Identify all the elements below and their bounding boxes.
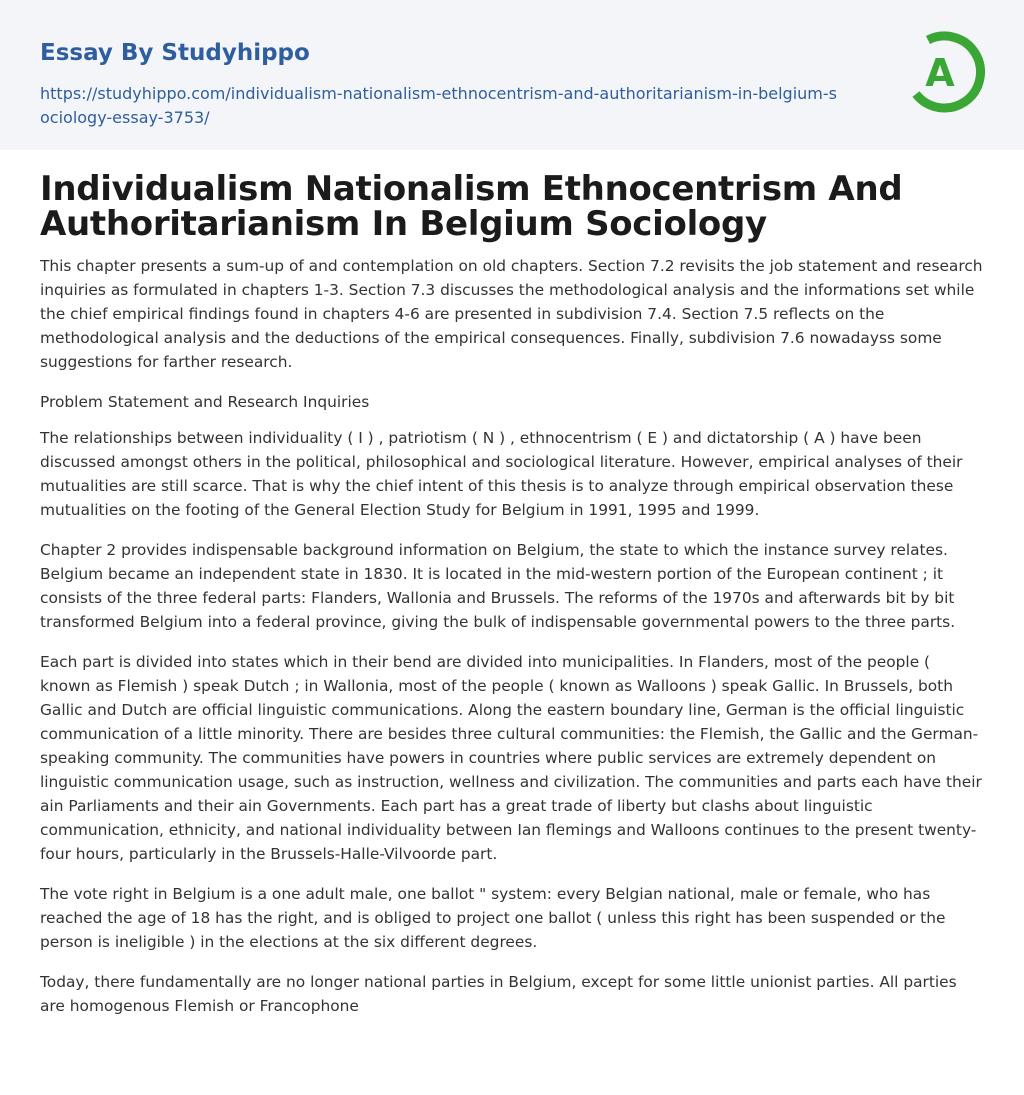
essay-paragraph: The vote right in Belgium is a one adult male, one ballot " system: every Belgian national, male or female, who has reached the age of 18 has the right, and is obliged to project one ballot ( unless this right has been suspended or the person is ineligible ) in the elections at the six different degrees. — [40, 885, 946, 951]
site-title[interactable]: Essay By Studyhippo — [40, 40, 310, 66]
essay-title: Individualism Nationalism Ethnocentrism And Authoritarianism In Belgium Sociology — [40, 169, 903, 244]
logo-graphic — [906, 28, 990, 116]
studyhippo-logo-icon[interactable] — [906, 28, 990, 116]
source-url-link[interactable]: https://studyhippo.com/individualism-nationalism-ethnocentrism-and-authoritarianism-in-belgium-sociology-essay-3753/ — [40, 84, 837, 127]
essay-paragraph: Chapter 2 provides indispensable background information on Belgium, the state to which the instance survey relates. Belgium became an independent state in 1830. It is located in the mid-western portion of the European continent ; it consists of the three federal parts: Flanders, Wallonia and Brussels. The reforms of the 1970s and afterwards bit by bit transformed Belgium into a federal province, giving the bulk of indispensable governmental powers to the three parts. — [40, 541, 956, 631]
essay-paragraph: The relationships between individuality ( I ) , patriotism ( N ) , ethnocentrism ( E ) and dictatorship ( A ) have been discussed amongst others in the political, philosophical and sociological literature. However, empirical analyses of their mutualities are still scarce. That is why the chief intent of this thesis is to analyze through empirical observation these mutualities on the footing of the General Election Study for Belgium in 1991, 1995 and 1999. — [40, 429, 963, 519]
essay-paragraph-intro: This chapter presents a sum-up of and contemplation on old chapters. Section 7.2 revisits the job statement and research inquiries as formulated in chapters 1-3. Section 7.3 discusses the methodological analysis and the informations set while the chief empirical findings found in chapters 4-6 are presented in subdivision 7.4. Section 7.5 reflects on the methodological analysis and the deductions of the empirical consequences. Finally, subdivision 7.6 nowadayss some suggestions for farther research. — [40, 257, 983, 371]
essay-paragraph: Today, there fundamentally are no longer national parties in Belgium, except for some little unionist parties. All parties are homogenous Flemish or Francophone — [40, 973, 957, 1015]
site-header — [0, 0, 1024, 150]
essay-subheading: Problem Statement and Research Inquiries — [40, 393, 370, 411]
logo-letter: A — [925, 51, 955, 95]
essay-content — [40, 169, 984, 1034]
essay-paragraph: Each part is divided into states which in their bend are divided into municipalities. In Flanders, most of the people ( known as Flemish ) speak Dutch ; in Wallonia, most of the people ( known as Walloons ) speak Gallic. In Brussels, both Gallic and Dutch are official linguistic communications. Along the eastern boundary line, German is the official linguistic communication of a little minority. There are besides three cultural communities: the Flemish, the Gallic and the German-speaking community. The communities have powers in countries where public services are extremely dependent on linguistic communication usage, such as instruction, wellness and civilization. The communities and parts each have their ain Parliaments and their ain Governments. Each part has a great trade of liberty but clashs about linguistic communication, ethnicity, and national individuality between Ian flemings and Walloons continues to the present twenty-four hours, particularly in the Brussels-Halle-Vilvoorde part. — [40, 653, 982, 863]
